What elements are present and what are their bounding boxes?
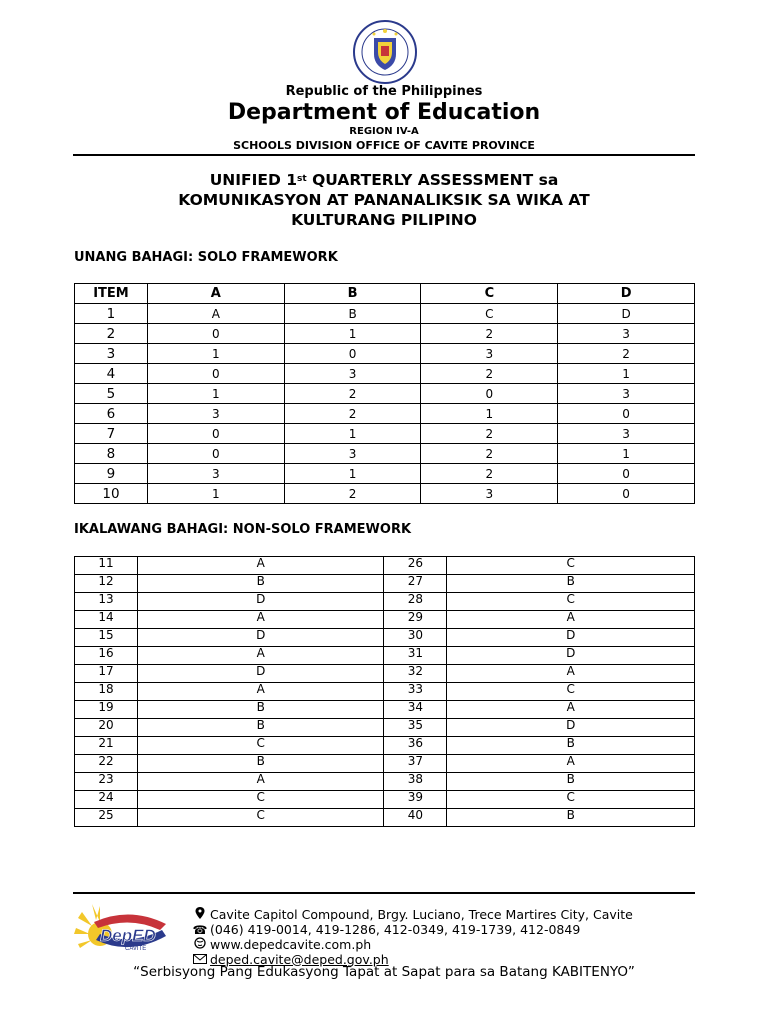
item-number-cell: 28	[384, 593, 447, 611]
score-cell: 0	[284, 344, 421, 364]
item-number-cell: 4	[75, 364, 148, 384]
location-pin-icon	[190, 907, 210, 923]
column-header: A	[147, 284, 284, 304]
item-number-cell: 37	[384, 755, 447, 773]
item-number-cell: 23	[75, 773, 138, 791]
table-row	[75, 557, 695, 575]
answer-cell: C	[447, 791, 695, 809]
answer-cell: A	[137, 557, 384, 575]
score-cell: 0	[558, 404, 695, 424]
item-number-cell: 7	[75, 424, 148, 444]
answer-cell: C	[447, 683, 695, 701]
svg-text:CAVITE: CAVITE	[125, 946, 147, 952]
score-cell: 2	[558, 344, 695, 364]
score-cell: A	[147, 304, 284, 324]
item-number-cell: 5	[75, 384, 148, 404]
table-row	[75, 647, 695, 665]
score-cell: 0	[147, 444, 284, 464]
score-cell: 1	[284, 424, 421, 444]
answer-cell: D	[447, 647, 695, 665]
table-row	[75, 629, 695, 647]
item-number-cell: 30	[384, 629, 447, 647]
column-header: C	[421, 284, 558, 304]
item-number-cell: 11	[75, 557, 138, 575]
score-cell: 1	[147, 384, 284, 404]
item-number-cell: 27	[384, 575, 447, 593]
table-row	[75, 665, 695, 683]
item-number-cell: 15	[75, 629, 138, 647]
score-cell: 3	[284, 364, 421, 384]
table-row	[75, 324, 695, 344]
footer-phone: (046) 419-0014, 419-1286, 412-0349, 419-1739, 412-0849	[210, 921, 581, 937]
answer-cell: C	[137, 791, 384, 809]
score-cell: 1	[147, 484, 284, 504]
deped-cavite-logo	[70, 898, 170, 960]
answer-cell: D	[137, 593, 384, 611]
table-row	[75, 304, 695, 324]
score-cell: 3	[558, 424, 695, 444]
score-cell: 2	[421, 464, 558, 484]
part2-heading: IKALAWANG BAHAGI: NON-SOLO FRAMEWORK	[74, 522, 412, 537]
answer-cell: B	[447, 809, 695, 827]
item-number-cell: 17	[75, 665, 138, 683]
item-number-cell: 22	[75, 755, 138, 773]
answer-cell: A	[137, 773, 384, 791]
answer-cell: D	[137, 629, 384, 647]
score-cell: 2	[421, 324, 558, 344]
item-number-cell: 9	[75, 464, 148, 484]
department-name: Department of Education	[227, 100, 541, 125]
score-cell: 1	[421, 404, 558, 424]
answer-cell: B	[137, 701, 384, 719]
table-row	[75, 575, 695, 593]
score-cell: 3	[147, 404, 284, 424]
item-number-cell: 3	[75, 344, 148, 364]
region-line: REGION IV-A	[349, 126, 419, 137]
score-cell: 3	[558, 324, 695, 344]
column-header: ITEM	[75, 284, 148, 304]
score-cell: 0	[147, 324, 284, 344]
republic-line: Republic of the Philippines	[285, 84, 483, 99]
answer-cell: A	[137, 611, 384, 629]
answer-cell: B	[447, 737, 695, 755]
answer-cell: A	[447, 755, 695, 773]
item-number-cell: 13	[75, 593, 138, 611]
item-number-cell: 20	[75, 719, 138, 737]
table-row	[75, 344, 695, 364]
item-number-cell: 19	[75, 701, 138, 719]
table-row	[75, 484, 695, 504]
score-cell: 2	[284, 484, 421, 504]
globe-icon	[190, 937, 210, 953]
document-title: UNIFIED 1st QUARTERLY ASSESSMENT sa KOMUNIKASYON AT PANANALIKSIK SA WIKA AT KULTURANG PILIPINO	[178, 171, 590, 229]
score-cell: 2	[284, 384, 421, 404]
footer-address: Cavite Capitol Compound, Brgy. Luciano, Trece Martires City, Cavite	[210, 906, 633, 922]
footer-website[interactable]: www.depedcavite.com.ph	[210, 936, 372, 952]
score-cell: 1	[558, 364, 695, 384]
item-number-cell: 14	[75, 611, 138, 629]
score-cell: 0	[558, 484, 695, 504]
item-number-cell: 2	[75, 324, 148, 344]
answer-cell: D	[447, 629, 695, 647]
item-number-cell: 36	[384, 737, 447, 755]
table-row	[75, 809, 695, 827]
answer-cell: A	[137, 647, 384, 665]
part1-heading: UNANG BAHAGI: SOLO FRAMEWORK	[74, 250, 338, 265]
score-cell: 3	[284, 444, 421, 464]
answer-cell: B	[137, 719, 384, 737]
table-row	[75, 384, 695, 404]
score-cell: 3	[421, 344, 558, 364]
table-row	[75, 791, 695, 809]
table-row	[75, 593, 695, 611]
answer-cell: D	[137, 665, 384, 683]
score-cell: D	[558, 304, 695, 324]
item-number-cell: 8	[75, 444, 148, 464]
svg-text:DepED: DepED	[100, 926, 156, 945]
score-cell: 3	[147, 464, 284, 484]
table-row	[75, 444, 695, 464]
item-number-cell: 21	[75, 737, 138, 755]
table-row	[75, 424, 695, 444]
table-row	[75, 364, 695, 384]
score-cell: B	[284, 304, 421, 324]
item-number-cell: 34	[384, 701, 447, 719]
score-cell: 0	[147, 424, 284, 444]
table-row	[75, 404, 695, 424]
item-number-cell: 31	[384, 647, 447, 665]
table-row	[75, 719, 695, 737]
table-row	[75, 683, 695, 701]
footer-divider	[73, 892, 695, 894]
table-row	[75, 755, 695, 773]
header-divider	[73, 154, 695, 156]
answer-cell: D	[447, 719, 695, 737]
answer-cell: A	[447, 701, 695, 719]
item-number-cell: 39	[384, 791, 447, 809]
item-number-cell: 26	[384, 557, 447, 575]
item-number-cell: 6	[75, 404, 148, 424]
footer-email[interactable]: deped.cavite@deped.gov.ph	[210, 951, 389, 967]
answer-cell: C	[137, 809, 384, 827]
table-row	[75, 773, 695, 791]
non-solo-framework-table	[74, 556, 695, 827]
item-number-cell: 16	[75, 647, 138, 665]
score-cell: 0	[421, 384, 558, 404]
score-cell: 3	[421, 484, 558, 504]
score-cell: 1	[284, 464, 421, 484]
item-number-cell: 38	[384, 773, 447, 791]
answer-cell: B	[137, 575, 384, 593]
footer-contact-info	[190, 907, 633, 967]
answer-cell: B	[447, 575, 695, 593]
item-number-cell: 29	[384, 611, 447, 629]
deped-seal-logo	[347, 20, 423, 84]
item-number-cell: 25	[75, 809, 138, 827]
column-header: B	[284, 284, 421, 304]
item-number-cell: 35	[384, 719, 447, 737]
item-number-cell: 18	[75, 683, 138, 701]
score-cell: 0	[558, 464, 695, 484]
column-header: D	[558, 284, 695, 304]
score-cell: C	[421, 304, 558, 324]
phone-icon: ☎	[192, 922, 208, 937]
score-cell: 2	[421, 364, 558, 384]
score-cell: 0	[147, 364, 284, 384]
item-number-cell: 33	[384, 683, 447, 701]
table-row	[75, 701, 695, 719]
answer-cell: A	[447, 611, 695, 629]
answer-cell: C	[447, 593, 695, 611]
answer-cell: A	[447, 665, 695, 683]
answer-cell: B	[137, 755, 384, 773]
table-row	[75, 737, 695, 755]
item-number-cell: 40	[384, 809, 447, 827]
item-number-cell: 1	[75, 304, 148, 324]
division-line: SCHOOLS DIVISION OFFICE OF CAVITE PROVINCE	[233, 139, 535, 152]
item-number-cell: 24	[75, 791, 138, 809]
solo-framework-table	[74, 283, 695, 504]
score-cell: 2	[284, 404, 421, 424]
item-number-cell: 12	[75, 575, 138, 593]
answer-cell: A	[137, 683, 384, 701]
answer-cell: B	[447, 773, 695, 791]
item-number-cell: 32	[384, 665, 447, 683]
footer-motto: “Serbisyong Pang Edukasyong Tapat at Sapat para sa Batang KABITENYO”	[133, 964, 635, 980]
item-number-cell: 10	[75, 484, 148, 504]
score-cell: 3	[558, 384, 695, 404]
table-row	[75, 611, 695, 629]
score-cell: 1	[284, 324, 421, 344]
score-cell: 1	[558, 444, 695, 464]
score-cell: 2	[421, 424, 558, 444]
answer-cell: C	[137, 737, 384, 755]
answer-cell: C	[447, 557, 695, 575]
table-row	[75, 464, 695, 484]
score-cell: 1	[147, 344, 284, 364]
score-cell: 2	[421, 444, 558, 464]
